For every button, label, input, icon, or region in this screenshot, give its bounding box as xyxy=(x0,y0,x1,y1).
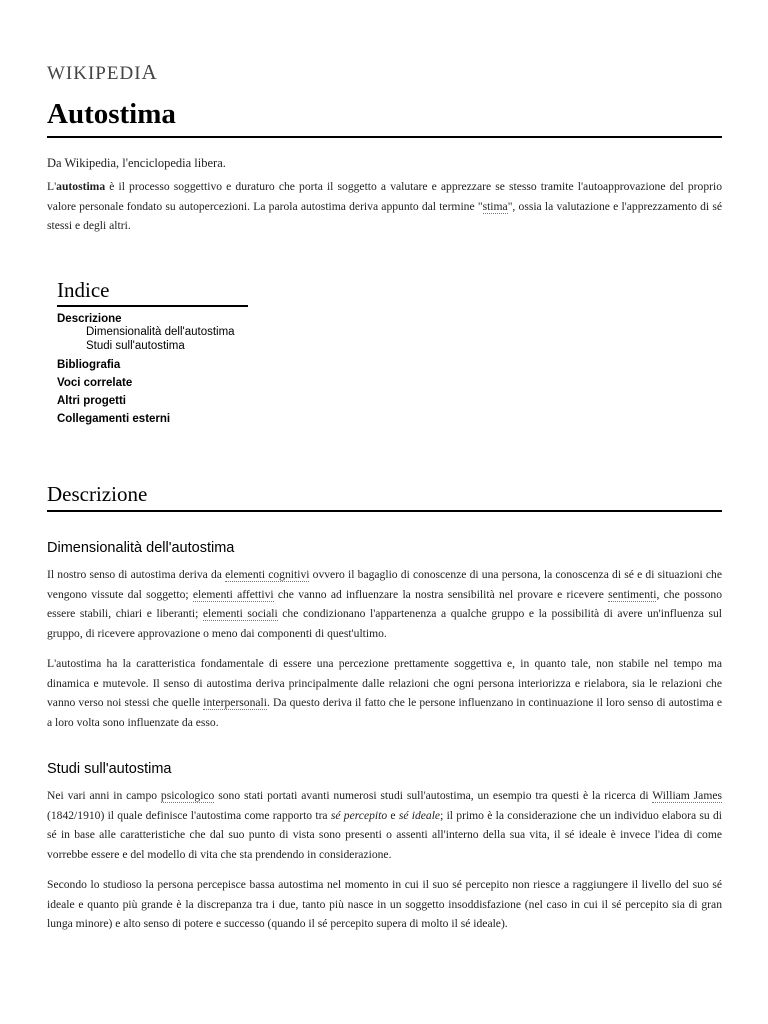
section-heading-descrizione: Descrizione xyxy=(47,481,722,512)
link-elementi-cognitivi[interactable]: elementi cognitivi xyxy=(225,568,310,581)
term-se-ideale: sé ideale xyxy=(398,808,441,822)
link-stima[interactable]: stima xyxy=(482,199,508,213)
toc-item-collegamenti-esterni[interactable]: Collegamenti esterni xyxy=(57,413,171,425)
link-william-james[interactable]: William James xyxy=(652,789,723,802)
wikipedia-wordmark[interactable]: WIKIPEDIA xyxy=(47,60,158,84)
toc-subitem-studi[interactable]: Studi sull'autostima xyxy=(86,340,185,352)
toc-item-bibliografia[interactable]: Bibliografia xyxy=(57,359,121,371)
link-elementi-sociali[interactable]: elementi sociali xyxy=(202,607,278,620)
link-elementi-affettivi[interactable]: elementi affettivi xyxy=(192,587,274,601)
toc-title: Indice xyxy=(57,278,248,307)
table-of-contents xyxy=(57,278,257,425)
paragraph-dimensionalita-2: L'autostima ha la caratteristica fondamentale di essere una percezione prettamente soggettiva e, in quanto tale, non stabile nel tempo ma dinamica e mutevole. Il senso di autostima deriva principalmente dalle relazioni che ogni persona interiorizza e rielabora, sia le relazioni che vanno verso noi stessi che quelle interpersonali. Da questo deriva il fatto che le persone influenzano in continuazione il loro senso di autostima e a loro volta sono influenzate da esso. xyxy=(47,657,722,729)
paragraph-studi-1: Nei vari anni in campo psicologico sono stati portati avanti numerosi studi sull'autostima, un esempio tra questi è la ricerca di William James (1842/1910) il quale definisce l'autostima come rapporto tra sé percepito e sé ideale; il primo è la considerazione che un individuo elabora su di sé in base alle caratteristiche che dal suo punto di vista sono presenti o assenti all'interno della sua vita, il sé ideale è invece l'idea di come vorrebbe essere e del modello di vita che sta prendendo in considerazione. xyxy=(47,789,723,861)
paragraph-studi-2: Secondo lo studioso la persona percepisce bassa autostima nel momento in cui il suo sé percepito non riesce a raggiungere il livello del suo sé ideale e quanto più grande è la discrepanza tra i due, tanto più nasce in un soggetto insoddisfazione (nel caso in cui il sé percepito sia di gran lunga minore) e alto senso di potere e successo (quando il sé percepito supera di molto il sé ideale). xyxy=(47,878,722,930)
intro-paragraph: L'autostima è il processo soggettivo e duraturo che porta il soggetto a valutare e apprezzare se stesso tramite l'autoapprovazione del proprio valore personale fondato su autopercezioni. La parola autostima deriva appunto dal termine "stima", ossia la valutazione e l'apprezzamento di sé stessi e degli altri. xyxy=(47,180,723,232)
page-title: Autostima xyxy=(47,96,722,138)
toc-item-altri-progetti[interactable]: Altri progetti xyxy=(57,395,126,407)
toc-subitem-dimensionalita[interactable]: Dimensionalità dell'autostima xyxy=(86,326,235,338)
subsection-heading-dimensionalita: Dimensionalità dell'autostima xyxy=(47,540,235,556)
link-sentimenti[interactable]: sentimenti xyxy=(608,587,657,601)
link-psicologico[interactable]: psicologico xyxy=(160,789,215,802)
subsection-heading-studi: Studi sull'autostima xyxy=(47,761,172,777)
bold-term: autostima xyxy=(56,180,106,193)
link-interpersonali[interactable]: interpersonali xyxy=(203,696,267,709)
toc-item-descrizione[interactable]: Descrizione xyxy=(57,313,122,325)
paragraph-dimensionalita-1: Il nostro senso di autostima deriva da elementi cognitivi ovvero il bagaglio di conoscenze di una persona, la conoscenza di sé e di situazioni che vengono vissute dal soggetto; elementi affettivi che vanno ad influenzare la nostra sensibilità nel provare e ricevere sentimenti, che possono essere stabili, chiari e liberanti; elementi sociali che condizionano l'appartenenza a qualche gruppo e la possibilità di avere un'influenza sul gruppo, di ricevere approvazione o meno dai componenti di quest'ultimo. xyxy=(47,568,723,640)
toc-item-voci-correlate[interactable]: Voci correlate xyxy=(57,377,133,389)
term-se-percepito: sé percepito xyxy=(330,808,388,822)
page-subtitle: Da Wikipedia, l'enciclopedia libera. xyxy=(47,156,226,170)
